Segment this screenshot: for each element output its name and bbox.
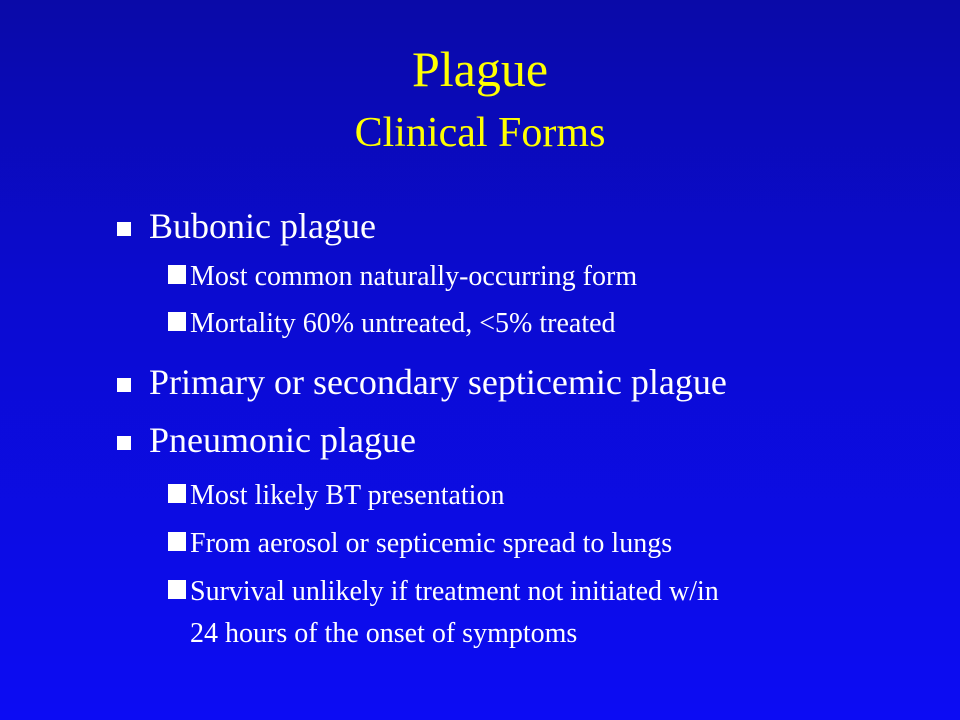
square-bullet-icon xyxy=(168,484,186,503)
sub-bullet-continuation: 24 hours of the onset of symptoms xyxy=(190,618,578,649)
square-bullet-icon xyxy=(168,265,186,284)
sub-bullet-text: Survival unlikely if treatment not initiated w/in xyxy=(190,576,719,607)
sub-bullet-item xyxy=(168,263,637,291)
square-bullet-icon xyxy=(168,580,186,599)
bullet-text: Bubonic plague xyxy=(149,206,376,246)
square-bullet-icon xyxy=(168,312,186,331)
square-bullet-icon xyxy=(117,222,131,236)
sub-bullet-item xyxy=(168,578,719,606)
square-bullet-icon xyxy=(168,532,186,551)
sub-bullet-text: Mortality 60% untreated, <5% treated xyxy=(190,308,616,339)
bullet-item-bubonic xyxy=(117,208,376,244)
bullet-text: Primary or secondary septicemic plague xyxy=(149,362,727,402)
sub-bullet-item xyxy=(168,530,672,558)
sub-bullet-text: Most likely BT presentation xyxy=(190,480,505,511)
bullet-item-septicemic xyxy=(117,364,727,400)
sub-bullet-text: From aerosol or septicemic spread to lungs xyxy=(190,528,673,559)
bullet-item-pneumonic xyxy=(117,422,416,458)
bullet-text: Pneumonic plague xyxy=(149,420,416,460)
square-bullet-icon xyxy=(117,436,131,450)
sub-bullet-item xyxy=(168,310,616,338)
sub-bullet-text: Most common naturally-occurring form xyxy=(190,261,638,292)
sub-bullet-item xyxy=(168,482,504,510)
square-bullet-icon xyxy=(117,378,131,392)
slide-subtitle: Clinical Forms xyxy=(354,110,606,156)
slide-title: Plague xyxy=(411,41,549,97)
